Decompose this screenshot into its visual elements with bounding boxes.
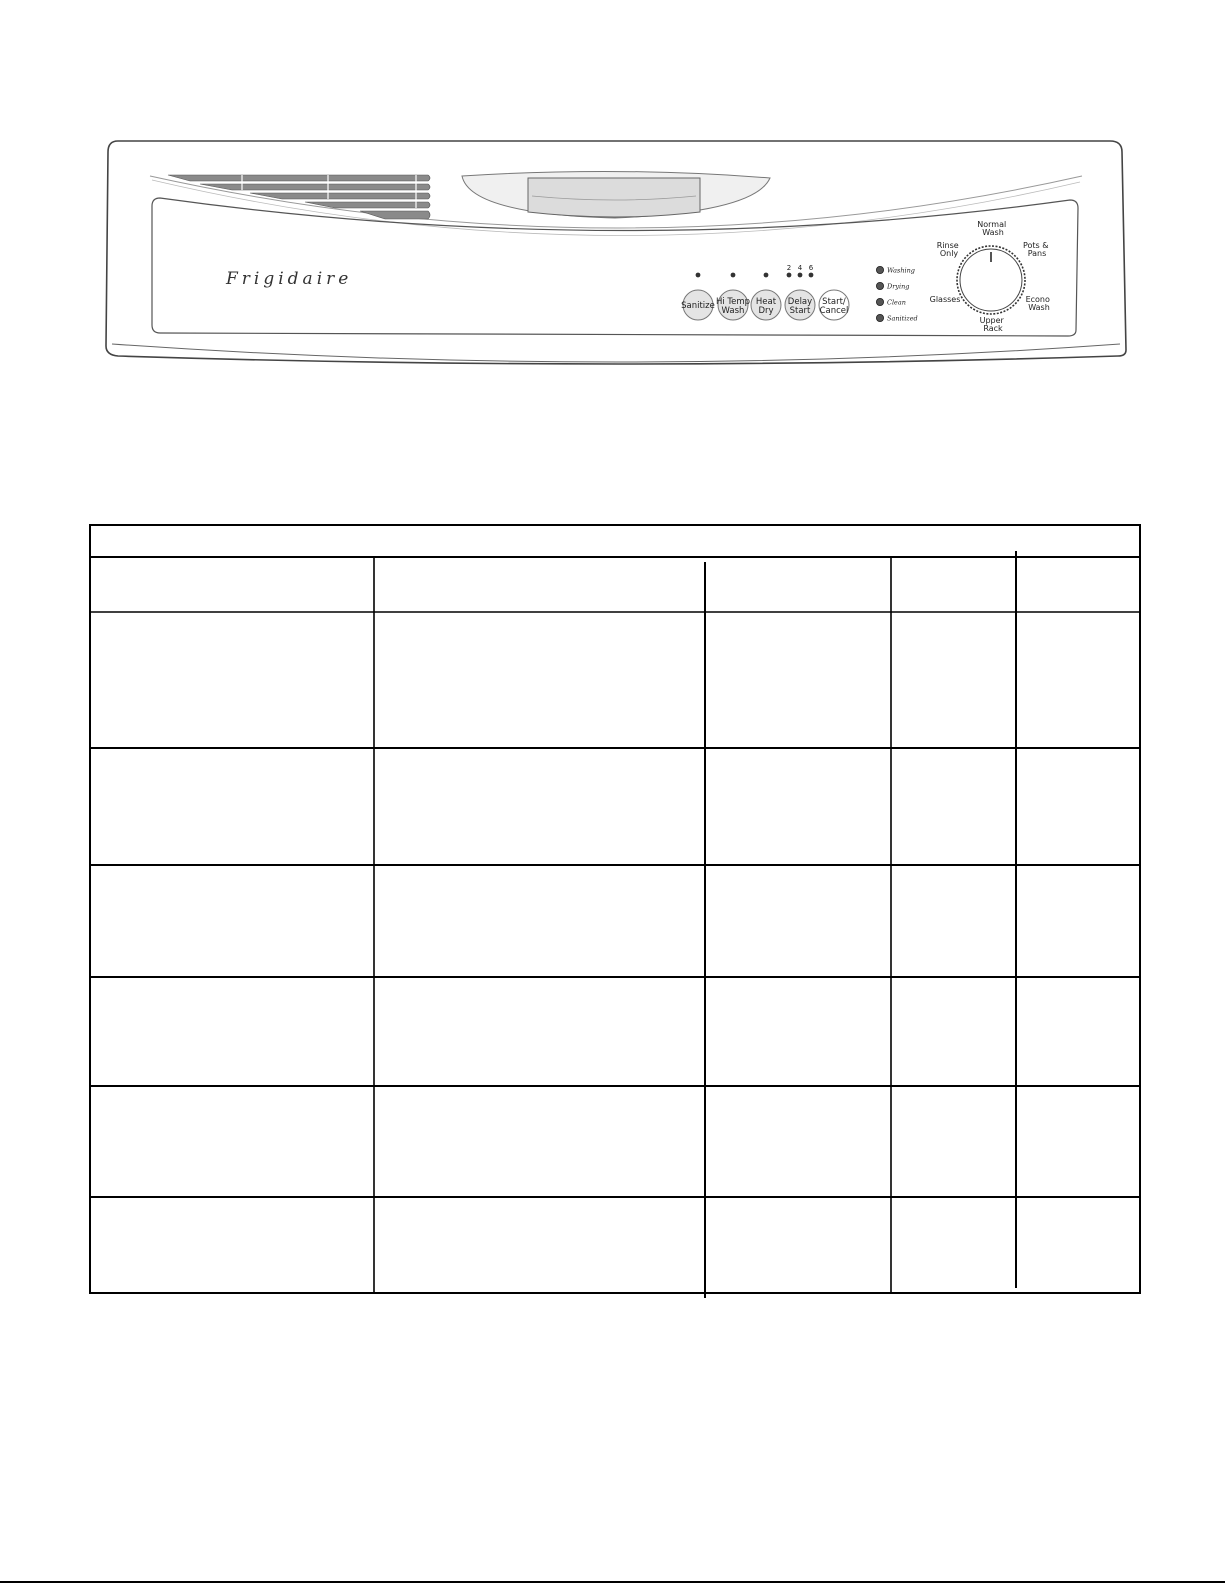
status-light (876, 314, 883, 321)
table-cell (380, 871, 699, 971)
dial-label-upper-rack: Upper Rack (979, 316, 1004, 333)
status-light (876, 298, 883, 305)
dial-label-econo-wash: Econo Wash (1025, 295, 1050, 312)
status-light (876, 266, 883, 273)
option-button-label: Heat Dry (755, 297, 777, 316)
table-cell (897, 871, 1010, 971)
delay-hour-label: 2 (786, 264, 792, 272)
table-header-cell (96, 563, 368, 606)
option-indicator-light (696, 273, 701, 278)
dial-label-rinse-only: Rinse Only (936, 241, 959, 258)
table-cell (96, 983, 368, 1080)
dishwasher-control-panel (0, 0, 1225, 400)
table-cell (380, 618, 699, 742)
delay-hour-label: 6 (808, 264, 814, 272)
table-cell (1022, 871, 1134, 971)
table-cell (711, 1092, 885, 1191)
option-button-label: Sanitize (681, 301, 715, 311)
status-label: Sanitized (887, 314, 918, 323)
page-bottom-rule (0, 1581, 1225, 1583)
table-cell (711, 871, 885, 971)
status-label: Washing (887, 266, 915, 275)
table-cell (1022, 754, 1134, 859)
brand-logo: Frigidaire (226, 269, 353, 289)
option-button-label: Delay Start (787, 297, 813, 316)
table-cell (96, 1092, 368, 1191)
dial-label-glasses: Glasses (929, 295, 961, 304)
status-label: Drying (887, 282, 910, 291)
dial-label-normal-wash: Normal Wash (977, 220, 1007, 237)
table-cell (96, 1203, 368, 1287)
table-cell (711, 983, 885, 1080)
table-cell (897, 618, 1010, 742)
option-button-label: Start/ Cancel (819, 297, 849, 316)
table-cell (96, 871, 368, 971)
option-indicator-light (764, 273, 769, 278)
table-cell (897, 983, 1010, 1080)
table-header-cell (380, 563, 699, 606)
table-header-cell (1022, 563, 1134, 606)
table-cell (1022, 1092, 1134, 1191)
delay-hour-light (787, 273, 792, 278)
table-cell (897, 1203, 1010, 1287)
table-header-cell (711, 563, 885, 606)
table-cell (380, 754, 699, 859)
table-cell (380, 983, 699, 1080)
delay-hour-light (809, 273, 814, 278)
table-cell (711, 1203, 885, 1287)
table-title (96, 530, 1136, 552)
table-cell (1022, 1203, 1134, 1287)
table-cell (897, 1092, 1010, 1191)
option-button-label: Hi Temp Wash (715, 297, 751, 316)
cycle-selector-dial[interactable] (957, 246, 1025, 314)
status-light (876, 282, 883, 289)
table-cell (711, 754, 885, 859)
delay-hour-light (798, 273, 803, 278)
dial-label-pots-pans: Pots & Pans (1022, 241, 1049, 258)
table-header-cell (897, 563, 1010, 606)
table-cell (711, 618, 885, 742)
table-cell (1022, 983, 1134, 1080)
table-cell (1022, 618, 1134, 742)
status-label: Clean (887, 298, 906, 307)
option-indicator-light (731, 273, 736, 278)
table-cell (96, 754, 368, 859)
table-cell (897, 754, 1010, 859)
delay-hour-label: 4 (797, 264, 803, 272)
table-cell (380, 1092, 699, 1191)
table-cell (380, 1203, 699, 1287)
table-cell (96, 618, 368, 742)
